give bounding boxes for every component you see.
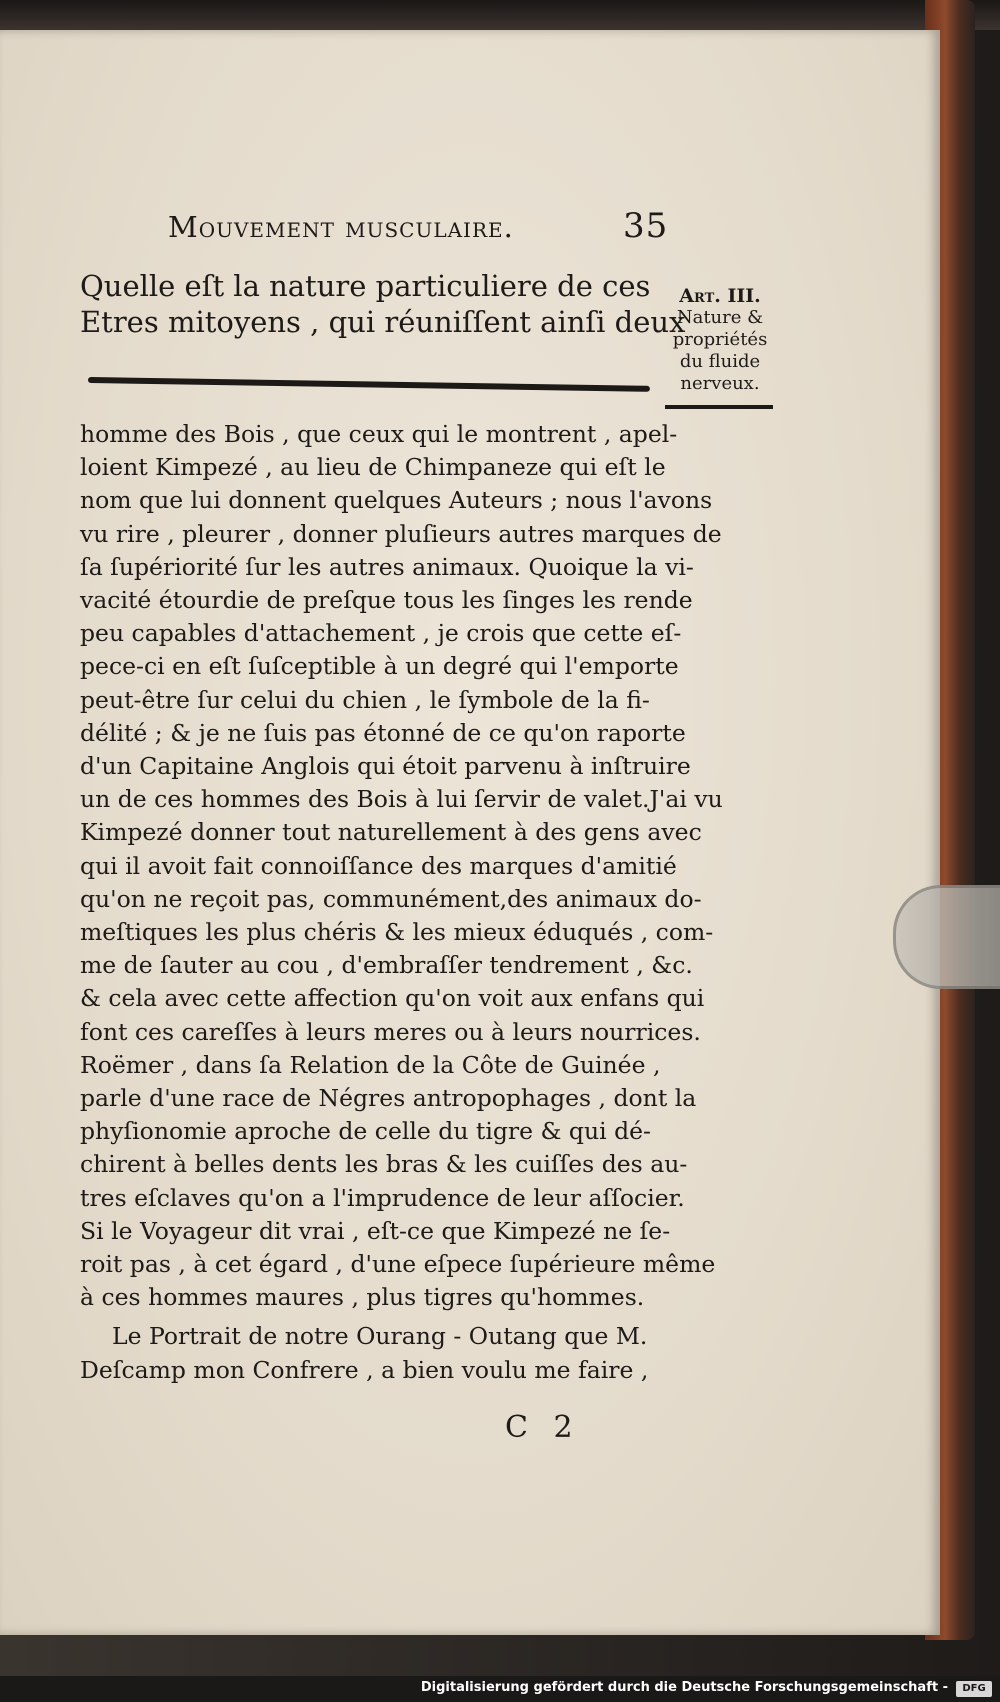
footer-bar (0, 1676, 1000, 1702)
top-shadow-strip (0, 0, 1000, 30)
body-line: délité ; & je ne ſuis pas étonné de ce qu'on raporte (80, 718, 686, 747)
signature-mark: C 2 (505, 1410, 581, 1445)
body-line: peu capables d'attachement , je crois que cette eſ- (80, 619, 682, 648)
margin-line: du fluide (679, 351, 761, 372)
lead-line: Quelle eſt la nature particuliere de ces (80, 269, 651, 303)
margin-line: propriétés (672, 329, 768, 350)
margin-rule (665, 405, 773, 409)
lead-text (80, 268, 686, 340)
body-line: d'un Capitaine Anglois qui étoit parvenu à inſtruire (80, 752, 691, 781)
body-line: pece-ci en eſt ſuſceptible à un degré qui l'emporte (80, 652, 679, 681)
paragraph-line: Le Portrait de notre Ourang - Outang que M. (112, 1322, 648, 1351)
body-line: vu rire , pleurer , donner pluſieurs autres marques de (80, 519, 722, 548)
body-line: ſa ſupériorité ſur les autres animaux. Quoique la vi- (80, 552, 694, 581)
page-clip (893, 885, 1000, 989)
body-line: un de ces hommes des Bois à lui ſervir de valet.J'ai vu (80, 785, 723, 814)
margin-article: Art. III. (679, 285, 761, 307)
body-line: à ces hommes maures , plus tigres qu'hommes. (80, 1283, 645, 1312)
body-line: me de ſauter au cou , d'embraſſer tendrement , &c. (80, 951, 693, 980)
body-line: Roëmer , dans ſa Relation de la Côte de Guinée , (80, 1050, 661, 1079)
body-text (80, 418, 723, 1387)
running-header (168, 206, 669, 260)
body-line: homme des Bois , que ceux qui le montrent , apel- (80, 420, 678, 448)
body-line: & cela avec cette affection qu'on voit aux enfans qui (80, 984, 705, 1013)
body-line: loient Kimpezé , au lieu de Chimpaneze qui eſt le (80, 453, 666, 482)
margin-line: Nature & (676, 307, 764, 328)
body-line: roit pas , à cet égard , d'une eſpece ſupérieure même (80, 1250, 716, 1279)
body-line: phyſionomie aproche de celle du tigre & qui dé- (80, 1117, 651, 1146)
body-line: parle d'une race de Négres antropophages , dont la (80, 1084, 697, 1113)
body-line: Si le Voyageur dit vrai , eſt-ce que Kimpezé ne ſe- (80, 1216, 671, 1245)
body-line: tres eſclaves qu'on a l'imprudence de leur aſſocier. (80, 1183, 685, 1212)
running-title: Mouvement musculaire. (168, 210, 514, 244)
footer-credit: Digitalisierung gefördert durch die Deutsche Forschungsgemeinschaft - (420, 1680, 948, 1695)
page-number: 35 (623, 206, 669, 246)
body-line: meſtiques les plus chéris & les mieux éduqués , com- (80, 918, 714, 947)
body-line: chirent à belles dents les bras & les cuiſſes des au- (80, 1150, 688, 1179)
margin-note (665, 285, 775, 409)
paragraph-line: Deſcamp mon Confrere , a bien voulu me faire , (80, 1355, 649, 1384)
dfg-logo: DFG (956, 1681, 992, 1697)
body-line: qui il avoit fait connoiſſance des marques d'amitié (80, 851, 677, 880)
body-line: qu'on ne reçoit pas, communément,des animaux do- (80, 884, 702, 913)
lead-line: Etres mitoyens , qui réuniſſent ainſi deux (80, 305, 686, 339)
body-line: Kimpezé donner tout naturellement à des gens avec (80, 818, 702, 847)
body-line: peut-être ſur celui du chien , le ſymbole de la fi- (80, 685, 650, 714)
body-line: nom que lui donnent quelques Auteurs ; nous l'avons (80, 486, 713, 515)
body-line: font ces careſſes à leurs meres ou à leurs nourrices. (80, 1017, 701, 1046)
body-line: vacité étourdie de preſque tous les ſinges les rende (80, 586, 693, 615)
margin-line: nerveux. (680, 373, 760, 394)
